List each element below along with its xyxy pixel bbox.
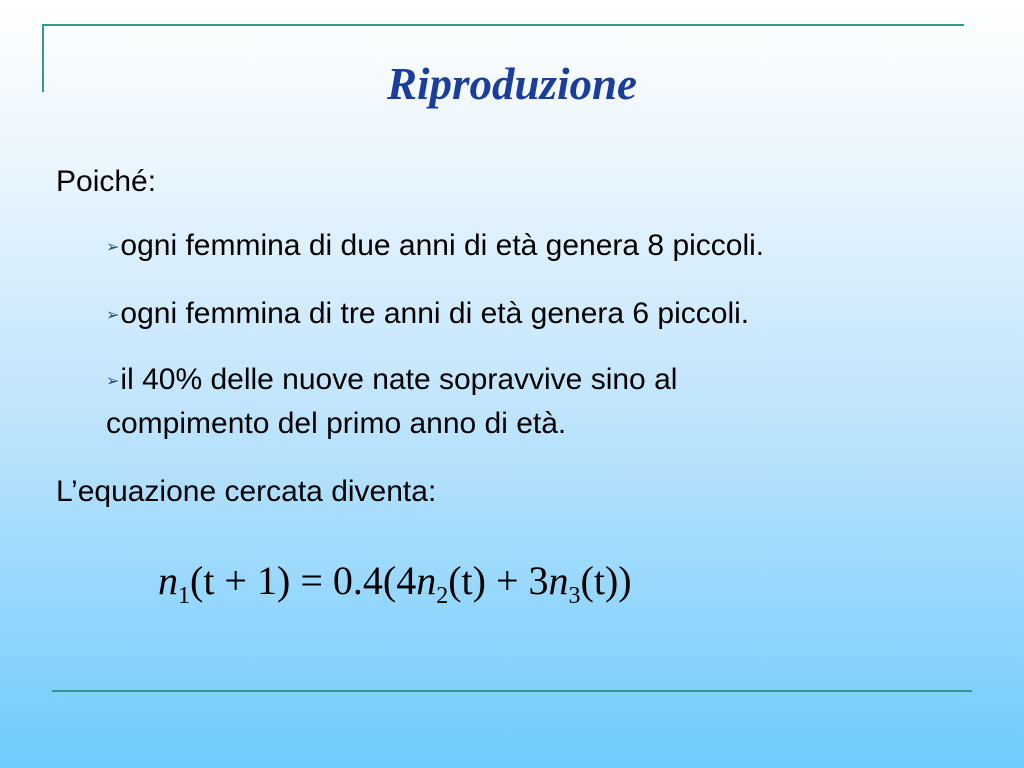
equation-var-n3: n <box>548 558 569 603</box>
bullet-item <box>106 228 764 266</box>
arrow-bullet-icon: ➢ <box>106 239 120 256</box>
frame-top-rule <box>42 24 964 26</box>
equation-sub-3: 3 <box>568 583 581 609</box>
bullet-item <box>106 296 749 334</box>
equation-part-3: (t)) <box>580 558 632 603</box>
equation-sub-2: 2 <box>436 583 449 609</box>
slide-title: Riproduzione <box>386 59 638 109</box>
frame-bottom-rule <box>52 690 972 692</box>
bullet-text: il 40% delle nuove nate sopravvive sino al <box>120 363 678 396</box>
bullet-text: ogni femmina di tre anni di età genera 6 piccoli. <box>120 297 750 330</box>
equation-intro: L’equazione cercata diventa: <box>56 475 437 508</box>
svg-text:n1(t + 1) = 0.4(4n2(t) + 3n3(t <box>158 558 632 609</box>
arrow-bullet-icon: ➢ <box>106 307 120 324</box>
arrow-bullet-icon: ➢ <box>106 373 120 390</box>
bullet-item <box>106 362 677 400</box>
bullet-continuation: compimento del primo anno di età. <box>106 407 567 440</box>
equation-var-n2: n <box>416 558 437 603</box>
equation-part-2: (t) + 3 <box>448 558 549 603</box>
intro-text: Poiché: <box>56 165 157 198</box>
equation-part-1: (t + 1) = 0.4(4 <box>190 558 417 603</box>
equation <box>148 554 888 614</box>
equation-var-n1: n <box>158 558 178 603</box>
bullet-text: ogni femmina di due anni di età genera 8 piccoli. <box>120 229 765 262</box>
equation-sub-1: 1 <box>178 583 190 609</box>
